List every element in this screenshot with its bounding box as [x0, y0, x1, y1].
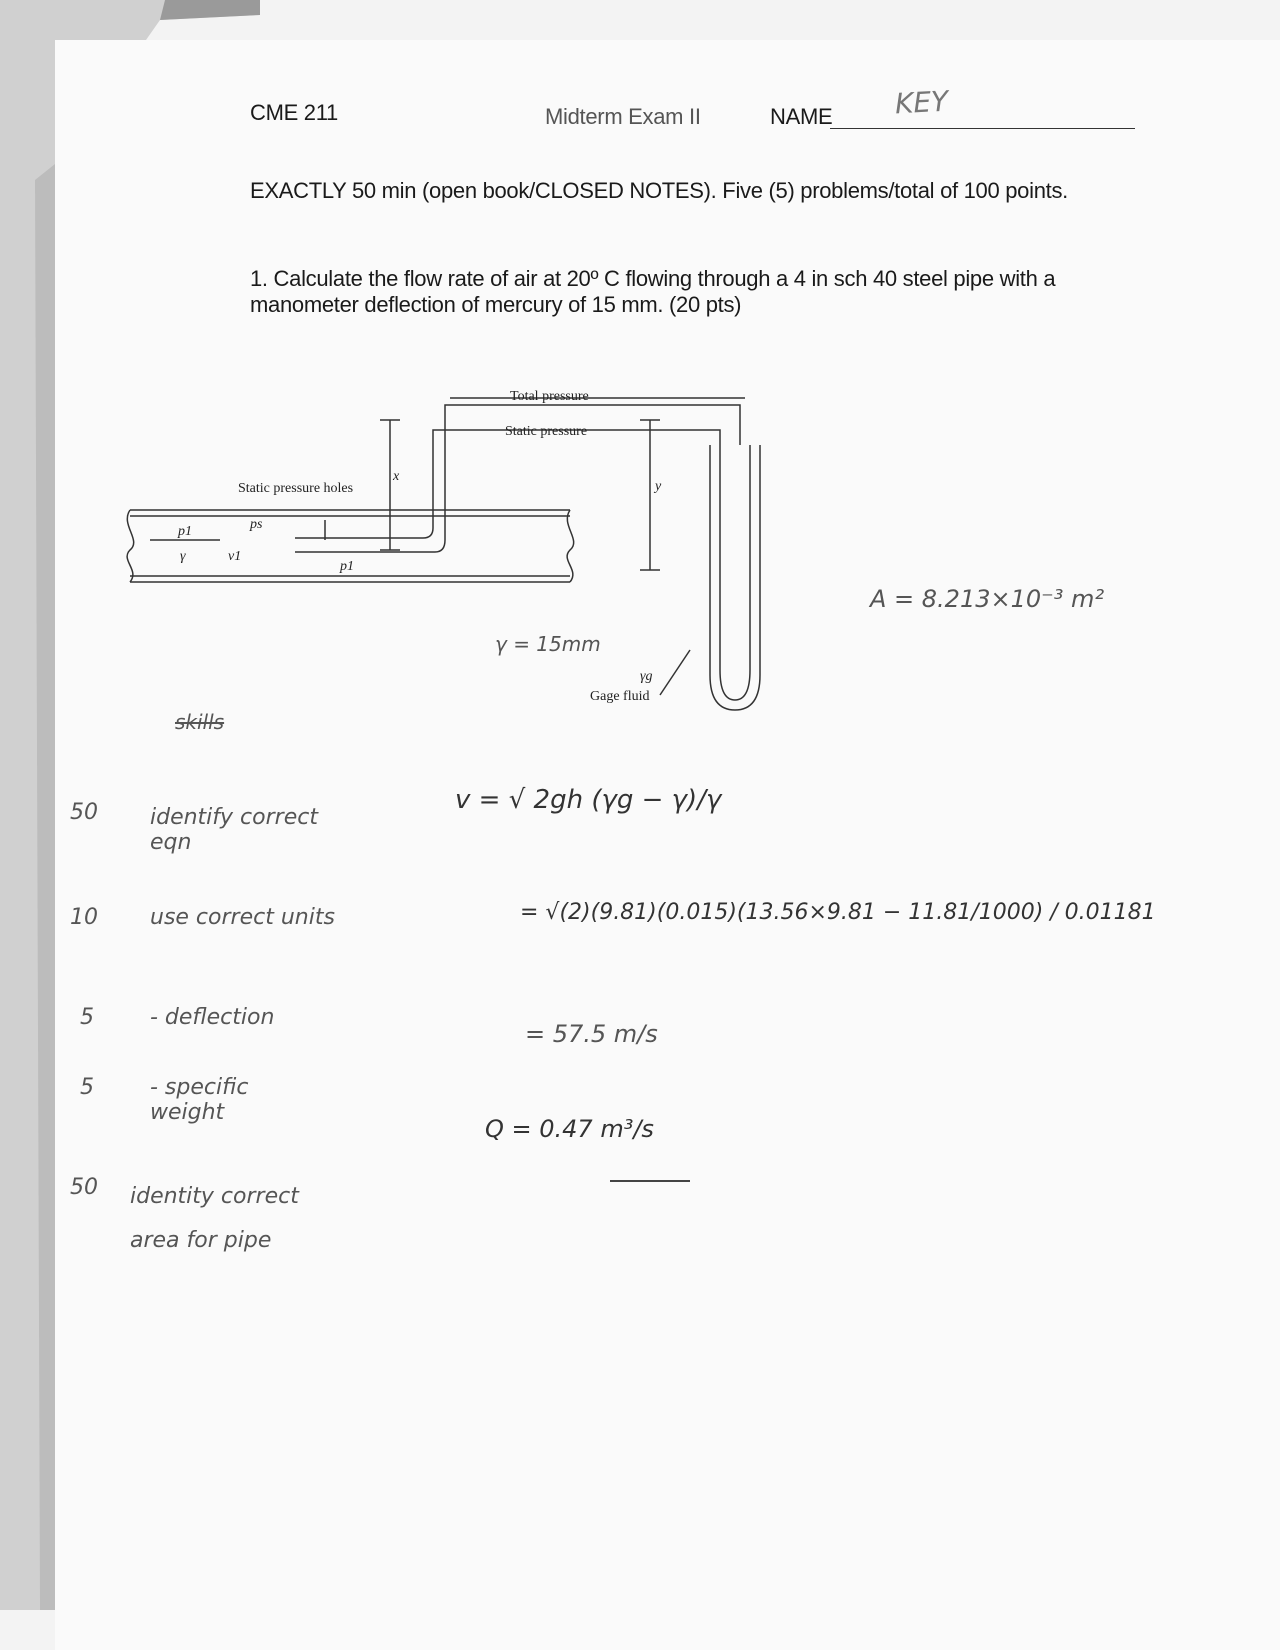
- label-gage-fluid: Gage fluid: [590, 689, 650, 704]
- label-v1: v1: [228, 549, 242, 564]
- deflection-annotation: γ = 15mm: [495, 632, 601, 656]
- rubric-points: 5: [80, 1075, 94, 1100]
- velocity-equation: v = √ 2gh (γg − γ)/γ: [455, 785, 722, 815]
- label-gamma-g: γg: [640, 669, 653, 684]
- rubric-item: identify correct eqn: [150, 805, 318, 855]
- name-label: NAME: [770, 104, 833, 129]
- velocity-substitution: = √(2)(9.81)(0.015)(13.56×9.81 − 11.81/1000) / 0.01181: [520, 900, 1156, 925]
- label-static-holes: Static pressure holes: [238, 481, 354, 496]
- manometer-tube: [720, 445, 750, 700]
- manometer-outer: [710, 445, 760, 710]
- label-p1-left: p1: [178, 524, 192, 539]
- name-line: [830, 128, 1135, 129]
- label-static-pressure: Static pressure: [505, 424, 588, 439]
- label-x: x: [393, 469, 400, 484]
- flow-rate-result: Q = 0.47 m³/s: [485, 1115, 654, 1143]
- exam-instructions: EXACTLY 50 min (open book/CLOSED NOTES). Five (5) problems/total of 100 points.: [250, 178, 1068, 203]
- rubric-item: - deflection: [150, 1005, 275, 1030]
- rubric-points: 10: [70, 905, 98, 930]
- skills-heading: skills: [175, 710, 225, 734]
- rubric-item: - specific weight: [150, 1075, 249, 1125]
- name-value: KEY: [894, 84, 949, 121]
- course-code: CME 211: [250, 100, 338, 125]
- velocity-result: = 57.5 m/s: [525, 1020, 658, 1048]
- rubric-points: 5: [80, 1005, 94, 1030]
- rubric-item: identity correct area for pipe: [130, 1184, 299, 1253]
- dim-y: [640, 420, 660, 570]
- answer-underline: [610, 1180, 690, 1182]
- problem-1-text: 1. Calculate the flow rate of air at 20º C flowing through a 4 in sch 40 steel pipe with a manometer deflection of mercury of 15 mm. (20 pts): [250, 266, 1056, 317]
- label-total-pressure: Total pressure: [510, 389, 589, 404]
- gage-arrow: [660, 650, 690, 695]
- label-p1-bottom: p1: [340, 559, 354, 574]
- rubric-points: 50: [70, 1175, 98, 1200]
- rubric-points: 50: [70, 800, 98, 825]
- label-y: y: [655, 479, 662, 494]
- label-gamma: γ: [180, 549, 186, 564]
- label-ps: ps: [250, 517, 263, 532]
- exam-title: Midterm Exam II: [545, 104, 701, 129]
- pipe-break-left: [127, 510, 134, 582]
- pipe-break-right: [567, 510, 574, 582]
- pitot-tube-diagram: [120, 380, 800, 740]
- rubric-item: use correct units: [150, 905, 335, 930]
- dim-x: [380, 420, 400, 550]
- area-annotation: A = 8.213×10⁻³ m²: [870, 585, 1105, 613]
